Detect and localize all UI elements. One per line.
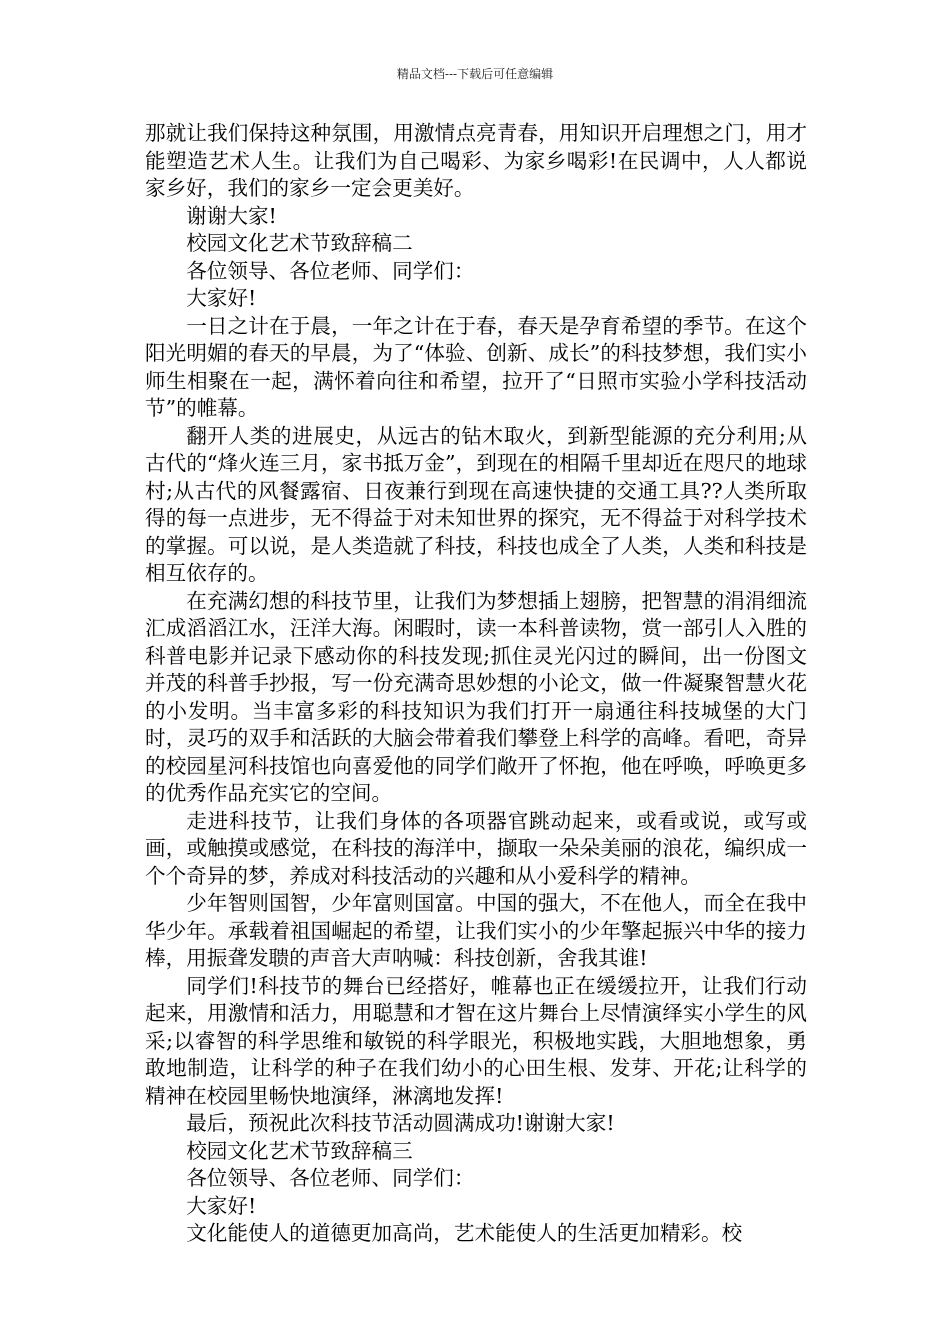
paragraph: 走进科技节，让我们身体的各项器官跳动起来，或看或说，或写或画，或触摸或感觉，在科技的海洋中，撷取一朵朵美丽的浪花，编织成一个个奇异的梦，养成对科技活动的兴趣和从小爱科学的精神。 — [145, 808, 807, 888]
paragraph: 同学们!科技节的舞台已经搭好，帷幕也正在缓缓拉开，让我们行动起来，用激情和活力，用聪慧和才智在这片舞台上尽情演绎实小学生的风采;以睿智的科学思维和敏锐的科学眼光，积极地实践，大胆地想象，勇敢地制造，让科学的种子在我们幼小的心田生根、发芽、开花;让科学的精神在校园里畅快地演绎，淋漓地发挥! — [145, 973, 807, 1108]
section-title-3: 校园文化艺术节致辞稿三 — [186, 1138, 413, 1163]
paragraph-closing: 最后，预祝此次科技节活动圆满成功!谢谢大家! — [186, 1111, 615, 1135]
paragraph: 在充满幻想的科技节里，让我们为梦想插上翅膀，把智慧的涓涓细流汇成滔滔江水，汪洋大海。闲暇时，读一本科普读物，赏一部引人入胜的科普电影并记录下感动你的科技发现;抓住灵光闪过的瞬间，出一份图文并茂的科普手抄报，写一份充满奇思妙想的小论文，做一件凝聚智慧火花的小发明。当丰富多彩的科技知识为我们打开一扇通往科技城堡的大门时，灵巧的双手和活跃的大脑会带着我们攀登上科学的高峰。看吧，奇异的校园星河科技馆也向喜爱他的同学们敞开了怀抱，他在呼唤，呼唤更多的优秀作品充实它的空间。 — [145, 588, 807, 805]
greeting: 大家好! — [186, 1193, 257, 1218]
page-header: 精品文档---下载后可任意编辑 — [396, 67, 554, 81]
paragraph-continuation: 那就让我们保持这种氛围，用激情点亮青春，用知识开启理想之门，用才能塑造艺术人生。让我们为自己喝彩、为家乡喝彩!在民调中，人人都说家乡好，我们的家乡一定会更美好。 — [145, 121, 807, 200]
paragraph: 文化能使人的道德更加高尚，艺术能使人的生活更加精彩。校 — [186, 1221, 743, 1245]
greeting: 大家好! — [186, 286, 257, 310]
document-body — [145, 120, 807, 1248]
paragraph: 翻开人类的进展史，从远古的钻木取火，到新型能源的充分利用;从古代的“烽火连三月，家书抵万金”，到现在的相隔千里却近在咫尺的地球村;从古代的风餐露宿、日夜兼行到现在高速快捷的交通工具??人类所取得的每一点进步，无不得益于对未知世界的探究，无不得益于对科学技术的掌握。可以说，是人类造就了科技，科技也成全了人类，人类和科技是相互依存的。 — [145, 423, 807, 585]
salutation: 各位领导、各位老师、同学们： — [186, 1166, 475, 1190]
salutation: 各位领导、各位老师、同学们： — [186, 258, 475, 283]
paragraph: 少年智则国智，少年富则国富。中国的强大，不在他人，而全在我中华少年。承载着祖国崛起的希望，让我们实小的少年擎起振兴中华的接力棒，用振聋发聩的声音大声呐喊：科技创新，舍我其谁! — [145, 891, 807, 970]
section-title-2: 校园文化艺术节致辞稿二 — [186, 231, 413, 255]
paragraph-thanks: 谢谢大家! — [186, 203, 277, 228]
paragraph: 一日之计在于晨，一年之计在于春，春天是孕育希望的季节。在这个阳光明媚的春天的早晨，为了“体验、创新、成长”的科技梦想，我们实小师生相聚在一起，满怀着向往和希望，拉开了“日照市实验小学科技活动节”的帷幕。 — [145, 313, 807, 420]
